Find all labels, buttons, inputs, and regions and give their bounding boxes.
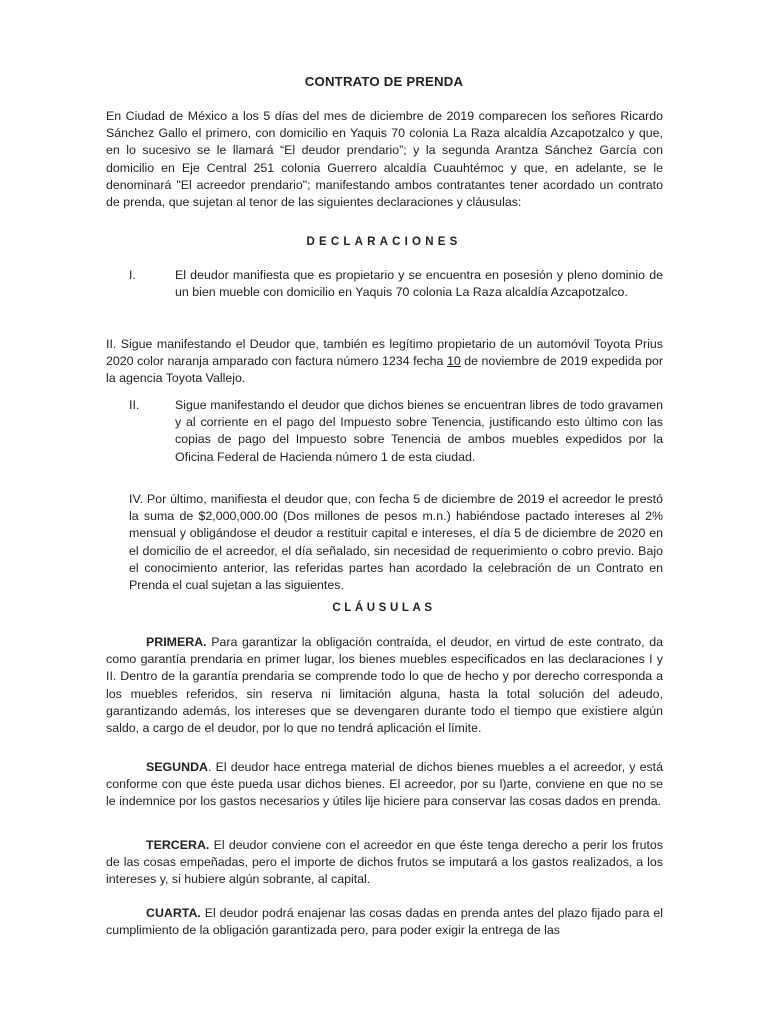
declaration-2-text-b: de noviembre de 2019 expedida por la agencia Toyota Vallejo. — [106, 354, 664, 386]
declaration-1-text: El deudor manifiesta que es propietario y se encuentra en posesión y pleno dominio de un bien mueble con domicilio en Yaquis 70 colonia La Raza alcaldía Azcapotzalco. — [175, 268, 663, 300]
declaration-2-text-a: II. Sigue manifestando el Deudor que, también es legítimo propietario de un automóvil Toyota Prius 2020 color naranja amparado con factura número 1234 fecha — [106, 337, 663, 369]
clause-segunda-text: . El deudor hace entrega material de dichos bienes muebles a el acreedor, y está conforme con que éste pueda usar dichos bienes. El acreedor, por su l)arte, conviene en que no se le indemnice por los gastos necesarios y útiles lije hiciere para conservar las cosas dados en prenda. — [106, 760, 663, 809]
intro-paragraph: En Ciudad de México a los 5 días del mes de diciembre de 2019 comparecen los señores Ricardo Sánchez Gallo el primero, con domicilio en Yaquis 70 colonia La Raza alcaldía Azcapotzalco y que, en lo sucesivo se le llamará “El deudor prendario”; y la segunda Arantza Sánchez García con domicilio en Eje Central 251 colonia Guerrero alcaldía Cuauhtémoc y que, en adelante, se le denominará "El acreedor prendario"; manifestando ambos contratantes tener acordado un contrato de prenda, que sujetan al tenor de las siguientes declaraciones y cláusulas: — [106, 109, 663, 210]
declaration-2-day: 10 — [446, 354, 461, 369]
clause-tercera-text: El deudor conviene con el acreedor en que éste tenga derecho a perir los frutos de las cosas empeñadas, pero el importe de dichos frutos se imputará a los gastos realizados, a los intereses y, si hubiere algún sobrante, al capital. — [106, 838, 663, 887]
clausulas-heading: CLÁUSULAS — [332, 602, 436, 614]
declaration-2-paragraph — [106, 336, 663, 388]
clause-cuarta-text: El deudor podrá enajenar las cosas dadas en prenda antes del plazo fijado para el cumplimiento de la obligación garantizada pero, para poder exigir la entrega de las — [106, 906, 663, 938]
clause-segunda-label: SEGUNDA — [146, 760, 208, 774]
clause-primera-label: PRIMERA. — [146, 635, 207, 649]
clause-segunda — [106, 759, 663, 811]
document-title: CONTRATO DE PRENDA — [304, 74, 464, 89]
clause-tercera — [106, 837, 663, 889]
clause-primera-text: Para garantizar la obligación contraída, el deudor, en virtud de este contrato, da como garantía prendaria en primer lugar, los bienes muebles especificados en las declaraciones I y II. Dentro de la garantía prendaria se comprende todo lo que de hecho y por derecho corresponda a los muebles referidos, sin reserva ni limitación alguna, hasta la total solución del adeudo, garantizando además, los intereses que se devengaren durante todo el tiempo que existiere algún saldo, a cargo de el deudor, por lo que no tendrá aplicación el límite. — [106, 635, 663, 736]
clause-cuarta — [106, 905, 663, 939]
declaration-3-text: Sigue manifestando el deudor que dichos bienes se encuentran libres de todo gravamen y al corriente en el pago del Impuesto sobre Tenencia, justificando esto último con las copias de pago del Impuesto sobre Tenencia de ambos muebles expedidos por la Oficina Federal de Hacienda número 1 de esta ciudad. — [175, 398, 663, 464]
declaration-1-number: I. — [129, 268, 136, 282]
clause-primera — [106, 634, 663, 737]
declaration-4-paragraph: IV. Por último, manifiesta el deudor que, con fecha 5 de diciembre de 2019 el acreedor le prestó la suma de $2,000,000.00 (Dos millones de pesos m.n.) habiéndose pactado intereses al 2% mensual y obligándose el deudor a restituir capital e intereses, el día 5 de diciembre de 2020 en el domicilio de el acreedor, el día señalado, sin necesidad de requerimiento o cobro previo. Bajo el conocimiento anterior, las referidas partes han acordado la celebración de un Contrato en Prenda el cual sujetan a las siguientes. — [129, 492, 663, 593]
clause-tercera-label: TERCERA. — [146, 838, 210, 852]
declaraciones-heading: DECLARACIONES — [306, 236, 462, 248]
declaration-3-number: II. — [129, 398, 140, 412]
clause-cuarta-label: CUARTA. — [146, 906, 201, 920]
